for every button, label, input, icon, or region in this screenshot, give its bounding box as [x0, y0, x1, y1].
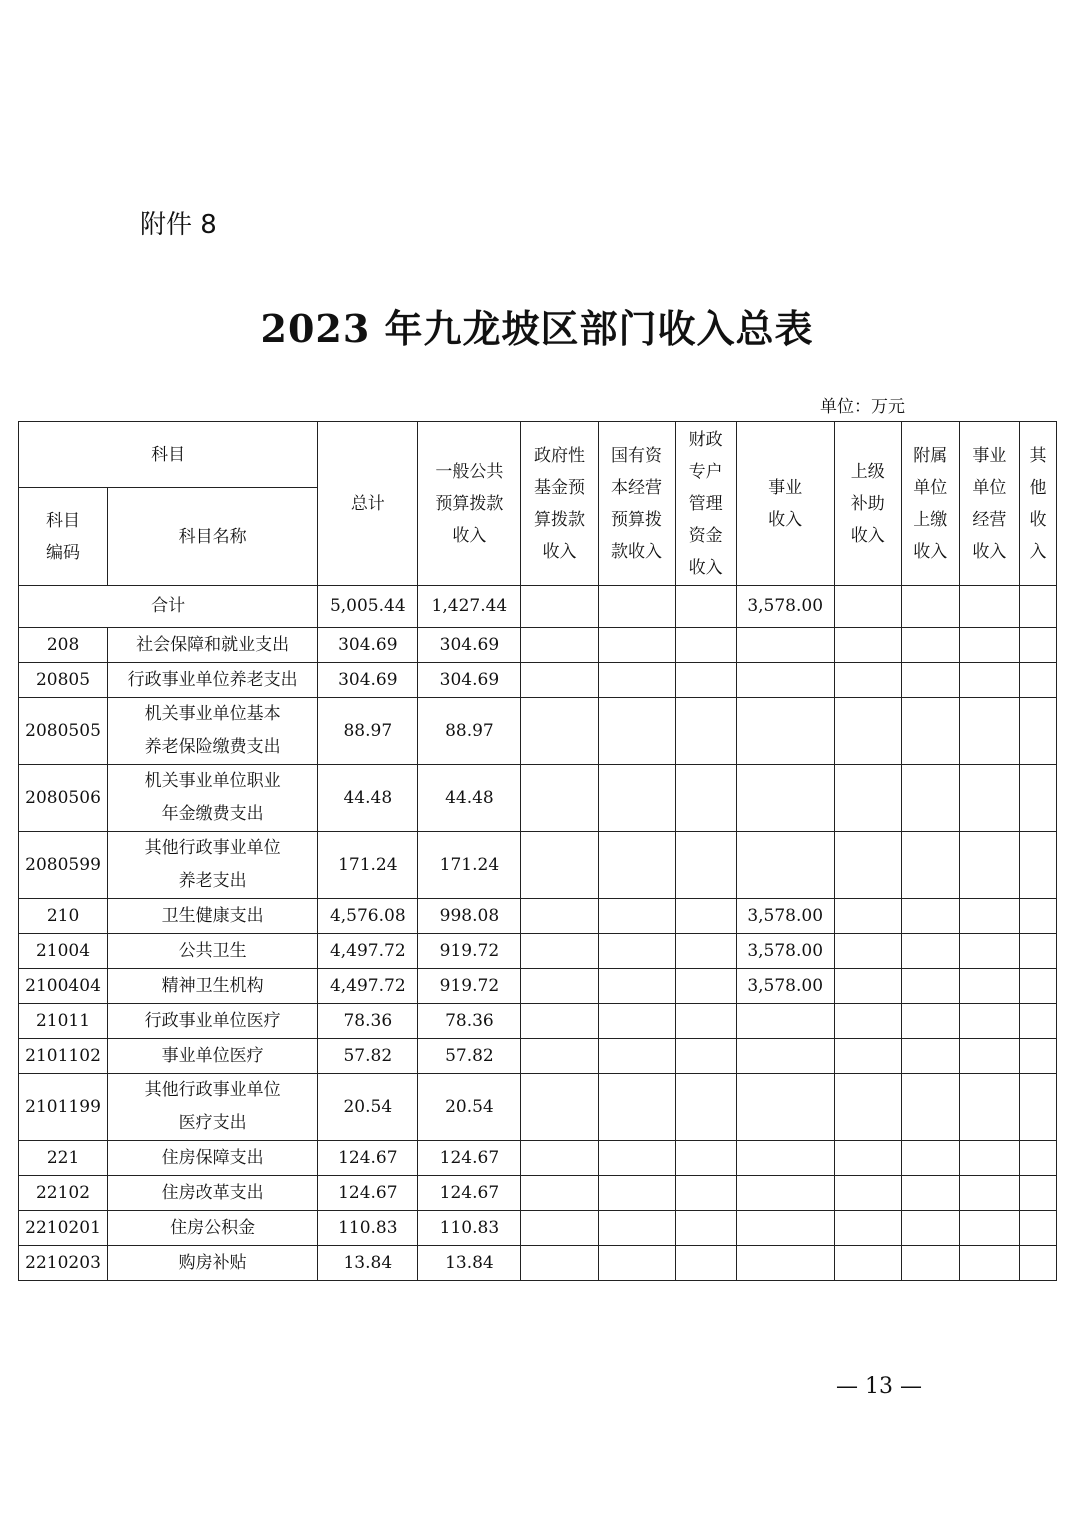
empty-cell: [521, 1176, 598, 1211]
row-name: 公共卫生: [108, 934, 318, 969]
header-state-capital: 国有资 本经营 预算拨 款收入: [598, 422, 675, 586]
row-code: 2210203: [19, 1246, 108, 1281]
empty-cell: [598, 663, 675, 698]
row-general: 20.54: [418, 1074, 521, 1141]
total-row: [19, 586, 1057, 628]
table-row: [19, 765, 1057, 832]
empty-cell: [1019, 586, 1056, 628]
table-row: [19, 1074, 1057, 1141]
empty-cell: [598, 899, 675, 934]
empty-cell: [1019, 832, 1056, 899]
row-code: 221: [19, 1141, 108, 1176]
empty-cell: [675, 934, 736, 969]
row-general: 998.08: [418, 899, 521, 934]
table-row: [19, 698, 1057, 765]
empty-cell: [1019, 663, 1056, 698]
total-total: 5,005.44: [318, 586, 418, 628]
row-general: 304.69: [418, 628, 521, 663]
empty-cell: [959, 969, 1019, 1004]
row-business: [736, 1074, 834, 1141]
empty-cell: [959, 934, 1019, 969]
empty-cell: [959, 628, 1019, 663]
header-superior-subsidy: 上级 补助 收入: [834, 422, 901, 586]
row-code: 2080506: [19, 765, 108, 832]
empty-cell: [675, 765, 736, 832]
row-name: 购房补贴: [108, 1246, 318, 1281]
empty-cell: [959, 1246, 1019, 1281]
row-name: 精神卫生机构: [108, 969, 318, 1004]
empty-cell: [901, 969, 959, 1004]
empty-cell: [834, 765, 901, 832]
table-row: [19, 1039, 1057, 1074]
empty-cell: [1019, 1246, 1056, 1281]
row-general: 57.82: [418, 1039, 521, 1074]
empty-cell: [834, 934, 901, 969]
empty-cell: [598, 1246, 675, 1281]
empty-cell: [675, 1176, 736, 1211]
empty-cell: [1019, 1039, 1056, 1074]
row-total: 88.97: [318, 698, 418, 765]
empty-cell: [834, 1074, 901, 1141]
row-general: 88.97: [418, 698, 521, 765]
row-business: 3,578.00: [736, 934, 834, 969]
row-name: 机关事业单位职业 年金缴费支出: [108, 765, 318, 832]
empty-cell: [598, 969, 675, 1004]
total-business: 3,578.00: [736, 586, 834, 628]
table-row: [19, 934, 1057, 969]
empty-cell: [521, 1004, 598, 1039]
empty-cell: [675, 698, 736, 765]
empty-cell: [959, 663, 1019, 698]
row-general: 304.69: [418, 663, 521, 698]
empty-cell: [901, 1176, 959, 1211]
empty-cell: [834, 1176, 901, 1211]
header-affiliated: 附属 单位 上缴 收入: [901, 422, 959, 586]
header-fiscal-special: 财政 专户 管理 资金 收入: [675, 422, 736, 586]
empty-cell: [959, 586, 1019, 628]
empty-cell: [521, 663, 598, 698]
row-general: 124.67: [418, 1176, 521, 1211]
row-general: 171.24: [418, 832, 521, 899]
empty-cell: [675, 1141, 736, 1176]
empty-cell: [1019, 934, 1056, 969]
row-code: 208: [19, 628, 108, 663]
empty-cell: [901, 934, 959, 969]
empty-cell: [834, 1039, 901, 1074]
table-row: [19, 899, 1057, 934]
row-code: 2101102: [19, 1039, 108, 1074]
empty-cell: [901, 832, 959, 899]
empty-cell: [598, 1176, 675, 1211]
empty-cell: [901, 1246, 959, 1281]
row-total: 78.36: [318, 1004, 418, 1039]
row-name: 机关事业单位基本 养老保险缴费支出: [108, 698, 318, 765]
empty-cell: [1019, 765, 1056, 832]
total-label: 合计: [19, 586, 318, 628]
row-code: 22102: [19, 1176, 108, 1211]
row-business: [736, 1039, 834, 1074]
row-general: 110.83: [418, 1211, 521, 1246]
empty-cell: [521, 832, 598, 899]
income-table: [18, 421, 1057, 1281]
table-row: [19, 663, 1057, 698]
row-name: 事业单位医疗: [108, 1039, 318, 1074]
empty-cell: [598, 1004, 675, 1039]
header-general-budget: 一般公共 预算拨款 收入: [418, 422, 521, 586]
empty-cell: [675, 832, 736, 899]
empty-cell: [675, 1004, 736, 1039]
header-gov-fund: 政府性 基金预 算拨款 收入: [521, 422, 598, 586]
empty-cell: [959, 1141, 1019, 1176]
row-total: 110.83: [318, 1211, 418, 1246]
row-total: 304.69: [318, 663, 418, 698]
row-name: 卫生健康支出: [108, 899, 318, 934]
row-total: 4,576.08: [318, 899, 418, 934]
row-name: 行政事业单位养老支出: [108, 663, 318, 698]
row-name: 住房公积金: [108, 1211, 318, 1246]
row-code: 2100404: [19, 969, 108, 1004]
row-code: 2101199: [19, 1074, 108, 1141]
empty-cell: [521, 698, 598, 765]
empty-cell: [901, 1074, 959, 1141]
row-code: 20805: [19, 663, 108, 698]
row-general: 919.72: [418, 934, 521, 969]
empty-cell: [598, 1074, 675, 1141]
empty-cell: [959, 1211, 1019, 1246]
empty-cell: [834, 1141, 901, 1176]
row-total: 304.69: [318, 628, 418, 663]
empty-cell: [521, 586, 598, 628]
empty-cell: [521, 934, 598, 969]
row-business: [736, 663, 834, 698]
table-row: [19, 969, 1057, 1004]
row-general: 919.72: [418, 969, 521, 1004]
table-row: [19, 1246, 1057, 1281]
table-row: [19, 628, 1057, 663]
empty-cell: [521, 1074, 598, 1141]
row-code: 2080599: [19, 832, 108, 899]
empty-cell: [1019, 698, 1056, 765]
empty-cell: [521, 899, 598, 934]
empty-cell: [598, 698, 675, 765]
row-business: [736, 1141, 834, 1176]
row-name: 社会保障和就业支出: [108, 628, 318, 663]
row-total: 44.48: [318, 765, 418, 832]
row-business: [736, 628, 834, 663]
empty-cell: [901, 698, 959, 765]
row-business: [736, 698, 834, 765]
empty-cell: [521, 1039, 598, 1074]
empty-cell: [959, 1039, 1019, 1074]
empty-cell: [598, 934, 675, 969]
attachment-label: 附件 8: [140, 210, 217, 240]
table-row: [19, 832, 1057, 899]
empty-cell: [834, 698, 901, 765]
empty-cell: [675, 969, 736, 1004]
empty-cell: [598, 1211, 675, 1246]
row-name: 行政事业单位医疗: [108, 1004, 318, 1039]
row-total: 124.67: [318, 1141, 418, 1176]
empty-cell: [521, 628, 598, 663]
table-row: [19, 1004, 1057, 1039]
table-row: [19, 1176, 1057, 1211]
empty-cell: [834, 1004, 901, 1039]
table-row: [19, 1211, 1057, 1246]
empty-cell: [834, 586, 901, 628]
row-name: 其他行政事业单位 医疗支出: [108, 1074, 318, 1141]
row-name: 住房保障支出: [108, 1141, 318, 1176]
row-business: [736, 765, 834, 832]
row-name: 住房改革支出: [108, 1176, 318, 1211]
row-business: 3,578.00: [736, 899, 834, 934]
empty-cell: [598, 1141, 675, 1176]
empty-cell: [901, 1141, 959, 1176]
empty-cell: [675, 586, 736, 628]
empty-cell: [901, 628, 959, 663]
empty-cell: [959, 1176, 1019, 1211]
row-total: 124.67: [318, 1176, 418, 1211]
row-total: 171.24: [318, 832, 418, 899]
total-general: 1,427.44: [418, 586, 521, 628]
row-business: [736, 1211, 834, 1246]
row-total: 4,497.72: [318, 934, 418, 969]
empty-cell: [598, 628, 675, 663]
table-row: [19, 1141, 1057, 1176]
empty-cell: [521, 1211, 598, 1246]
row-business: [736, 1246, 834, 1281]
empty-cell: [675, 1039, 736, 1074]
row-code: 21004: [19, 934, 108, 969]
empty-cell: [901, 1211, 959, 1246]
empty-cell: [521, 1141, 598, 1176]
row-business: 3,578.00: [736, 969, 834, 1004]
row-general: 124.67: [418, 1141, 521, 1176]
row-business: [736, 1176, 834, 1211]
empty-cell: [675, 899, 736, 934]
header-total: 总计: [318, 422, 418, 586]
row-total: 57.82: [318, 1039, 418, 1074]
empty-cell: [959, 1074, 1019, 1141]
header-business-ops: 事业 单位 经营 收入: [959, 422, 1019, 586]
empty-cell: [834, 628, 901, 663]
row-code: 2210201: [19, 1211, 108, 1246]
header-name: 科目名称: [108, 488, 318, 586]
empty-cell: [1019, 969, 1056, 1004]
empty-cell: [521, 765, 598, 832]
header-code: 科目 编码: [19, 488, 108, 586]
empty-cell: [1019, 628, 1056, 663]
row-total: 13.84: [318, 1246, 418, 1281]
empty-cell: [901, 1039, 959, 1074]
empty-cell: [834, 1211, 901, 1246]
row-code: 21011: [19, 1004, 108, 1039]
empty-cell: [598, 765, 675, 832]
empty-cell: [834, 969, 901, 1004]
row-business: [736, 1004, 834, 1039]
row-general: 78.36: [418, 1004, 521, 1039]
empty-cell: [959, 698, 1019, 765]
empty-cell: [598, 832, 675, 899]
row-total: 4,497.72: [318, 969, 418, 1004]
row-total: 20.54: [318, 1074, 418, 1141]
empty-cell: [1019, 899, 1056, 934]
empty-cell: [901, 899, 959, 934]
empty-cell: [1019, 1004, 1056, 1039]
empty-cell: [1019, 1211, 1056, 1246]
empty-cell: [675, 628, 736, 663]
empty-cell: [959, 899, 1019, 934]
empty-cell: [598, 586, 675, 628]
row-code: 210: [19, 899, 108, 934]
empty-cell: [1019, 1141, 1056, 1176]
empty-cell: [675, 663, 736, 698]
row-general: 13.84: [418, 1246, 521, 1281]
page-number: — 13 —: [836, 1374, 922, 1399]
empty-cell: [959, 765, 1019, 832]
empty-cell: [834, 1246, 901, 1281]
header-subject: 科目: [19, 422, 318, 488]
empty-cell: [901, 1004, 959, 1039]
empty-cell: [834, 832, 901, 899]
header-other: 其 他 收 入: [1019, 422, 1056, 586]
empty-cell: [1019, 1074, 1056, 1141]
empty-cell: [834, 663, 901, 698]
empty-cell: [959, 1004, 1019, 1039]
row-business: [736, 832, 834, 899]
header-business: 事业 收入: [736, 422, 834, 586]
empty-cell: [901, 586, 959, 628]
row-name: 其他行政事业单位 养老支出: [108, 832, 318, 899]
empty-cell: [675, 1211, 736, 1246]
page-title: 2023 年九龙坡区部门收入总表: [260, 306, 814, 351]
empty-cell: [521, 1246, 598, 1281]
empty-cell: [521, 969, 598, 1004]
row-general: 44.48: [418, 765, 521, 832]
unit-label: 单位：万元: [820, 397, 905, 417]
empty-cell: [675, 1074, 736, 1141]
empty-cell: [834, 899, 901, 934]
empty-cell: [1019, 1176, 1056, 1211]
empty-cell: [959, 832, 1019, 899]
empty-cell: [598, 1039, 675, 1074]
empty-cell: [901, 765, 959, 832]
empty-cell: [675, 1246, 736, 1281]
row-code: 2080505: [19, 698, 108, 765]
empty-cell: [901, 663, 959, 698]
